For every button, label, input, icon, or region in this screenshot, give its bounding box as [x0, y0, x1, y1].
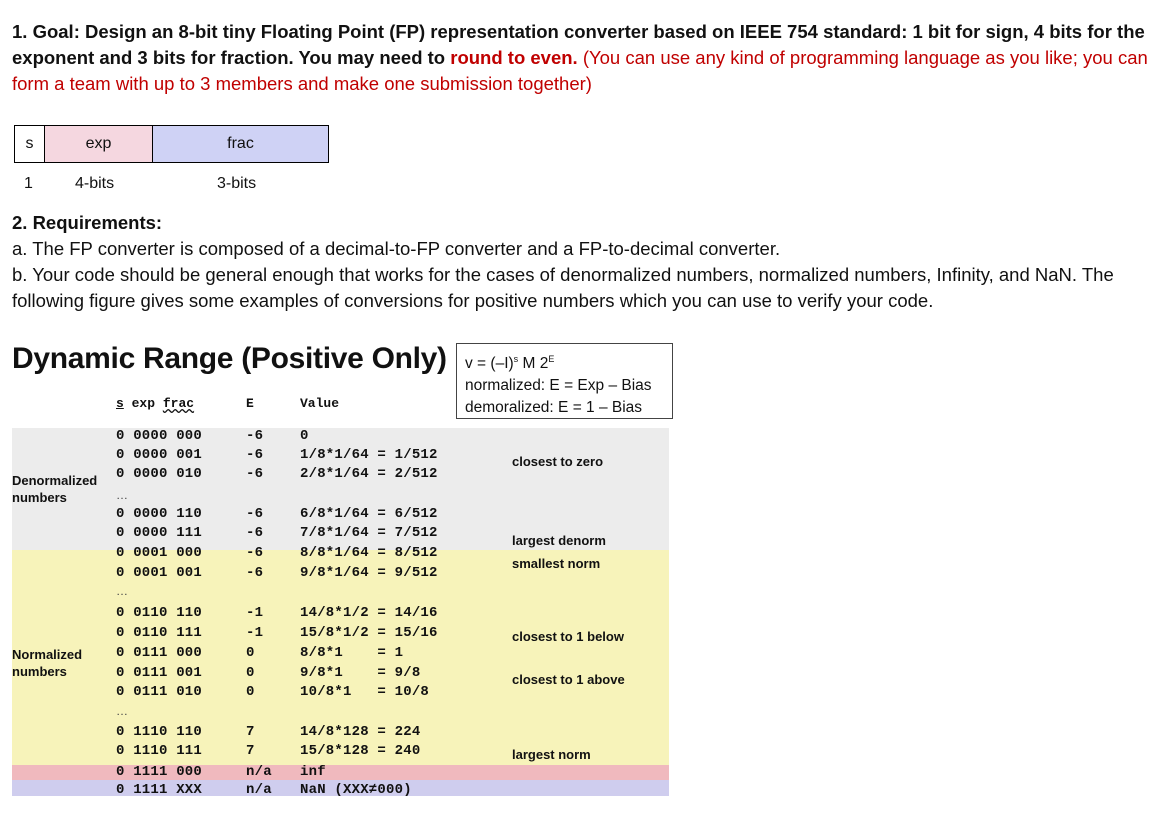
- row-E: -6: [246, 447, 264, 463]
- row-bits: 0 0000 111: [116, 525, 203, 541]
- row-value: 9/8*1/64 = 9/512: [300, 565, 438, 581]
- ellipsis-1: …: [116, 488, 128, 502]
- row-E: -6: [246, 506, 264, 522]
- requirement-a: a. The FP converter is composed of a decimal-to-FP converter and a FP-to-decimal converter.: [12, 238, 781, 259]
- row-E: -6: [246, 525, 264, 541]
- row-value: 15/8*1/2 = 15/16: [300, 625, 438, 641]
- group-denormalized: Denormalized numbers: [12, 473, 98, 505]
- header-E: E: [246, 396, 254, 411]
- row-bits: 0 1110 110: [116, 724, 203, 740]
- row-E: n/a: [246, 764, 272, 780]
- row-bits: 0 1111 XXX: [116, 782, 203, 798]
- row-value: 15/8*128 = 240: [300, 743, 421, 759]
- bit-size-frac: 3-bits: [217, 175, 257, 192]
- row-bits: 0 0000 001: [116, 447, 203, 463]
- row-value: 8/8*1/64 = 8/512: [300, 545, 438, 561]
- row-E: 0: [246, 665, 255, 681]
- row-E: -6: [246, 565, 264, 581]
- row-bits: 0 0110 110: [116, 605, 203, 621]
- row-bits: 0 1111 000: [116, 764, 203, 780]
- row-value: 2/8*1/64 = 2/512: [300, 466, 438, 482]
- note-smallest-norm: smallest norm: [512, 556, 601, 571]
- bit-size-exp: 4-bits: [75, 175, 115, 192]
- bit-field-exp: exp: [44, 125, 153, 163]
- row-E: 7: [246, 724, 255, 740]
- row-value: 9/8*1 = 9/8: [300, 665, 421, 681]
- goal-parenthetical: (You can use any kind of programming language as you like; you can form a team with up to 3 members and make one submission together): [12, 47, 1148, 94]
- row-E: -1: [246, 605, 264, 621]
- row-bits: 0 0001 001: [116, 565, 203, 581]
- row-value: 10/8*1 = 10/8: [300, 684, 430, 700]
- requirements-heading: 2. Requirements:: [12, 212, 163, 233]
- row-E: 7: [246, 743, 255, 759]
- note-closest-1-above: closest to 1 above: [512, 672, 625, 687]
- row-value: inf: [300, 764, 326, 780]
- requirement-b: b. Your code should be general enough that works for the cases of denormalized numbers, normalized numbers, Infinity, and NaN. The following figure gives some examples of conversions for positive numbers which you can use to verify your code.: [12, 264, 1114, 311]
- ellipsis-2: …: [116, 584, 128, 598]
- row-value: 8/8*1 = 1: [300, 645, 404, 661]
- row-bits: 0 0000 000: [116, 428, 203, 444]
- group-normalized: Normalized numbers: [12, 647, 83, 679]
- row-value: NaN (XXX≠000): [300, 782, 412, 798]
- bit-field-sign: s: [14, 125, 45, 163]
- row-E: -6: [246, 545, 264, 561]
- row-bits: 0 0001 000: [116, 545, 203, 561]
- row-E: n/a: [246, 782, 272, 798]
- row-E: -6: [246, 466, 264, 482]
- note-closest-1-below: closest to 1 below: [512, 629, 624, 644]
- figure-title: Dynamic Range (Positive Only): [12, 342, 447, 375]
- formula-line-1: $v = (-I)^s$ M $2^E$: [465, 354, 555, 373]
- row-bits: 0 0000 110: [116, 506, 203, 522]
- formula-box: [456, 343, 673, 419]
- row-value: 7/8*1/64 = 7/512: [300, 525, 438, 541]
- row-bits: 0 0111 000: [116, 645, 203, 661]
- formula-line-2: normalized: E = Exp – Bias: [465, 377, 652, 395]
- bit-field-frac: frac: [152, 125, 329, 163]
- row-value: 0: [300, 428, 309, 444]
- row-value: 14/8*1/2 = 14/16: [300, 605, 438, 621]
- bit-size-sign: 1: [24, 175, 33, 192]
- row-value: 6/8*1/64 = 6/512: [300, 506, 438, 522]
- header-bits: s exp frac: [116, 396, 195, 411]
- row-value: 1/8*1/64 = 1/512: [300, 447, 438, 463]
- goal-paragraph: [12, 19, 1152, 97]
- row-bits: 0 1110 111: [116, 743, 203, 759]
- row-E: -6: [246, 428, 264, 444]
- row-bits: 0 0111 001: [116, 665, 203, 681]
- round-to-even-emphasis: round to even.: [450, 47, 578, 68]
- row-bits: 0 0000 010: [116, 466, 203, 482]
- row-E: -1: [246, 625, 264, 641]
- row-E: 0: [246, 684, 255, 700]
- note-largest-norm: largest norm: [512, 747, 591, 762]
- ellipsis-3: …: [116, 704, 128, 718]
- formula-line-3: demoralized: E = 1 – Bias: [465, 399, 643, 417]
- band-infinity: [12, 765, 669, 780]
- note-closest-zero: closest to zero: [512, 454, 604, 469]
- row-bits: 0 0111 010: [116, 684, 203, 700]
- row-E: 0: [246, 645, 255, 661]
- row-value: 14/8*128 = 224: [300, 724, 421, 740]
- header-value: Value: [300, 396, 340, 411]
- note-largest-denorm: largest denorm: [512, 533, 606, 548]
- row-bits: 0 0110 111: [116, 625, 203, 641]
- goal-text: 1. Goal: Design an 8-bit tiny Floating Point (FP) representation converter based on IEEE 754 standard: 1 bit for sign, 4 bits for the exponent and 3 bits for fraction. You may need to: [12, 21, 1145, 68]
